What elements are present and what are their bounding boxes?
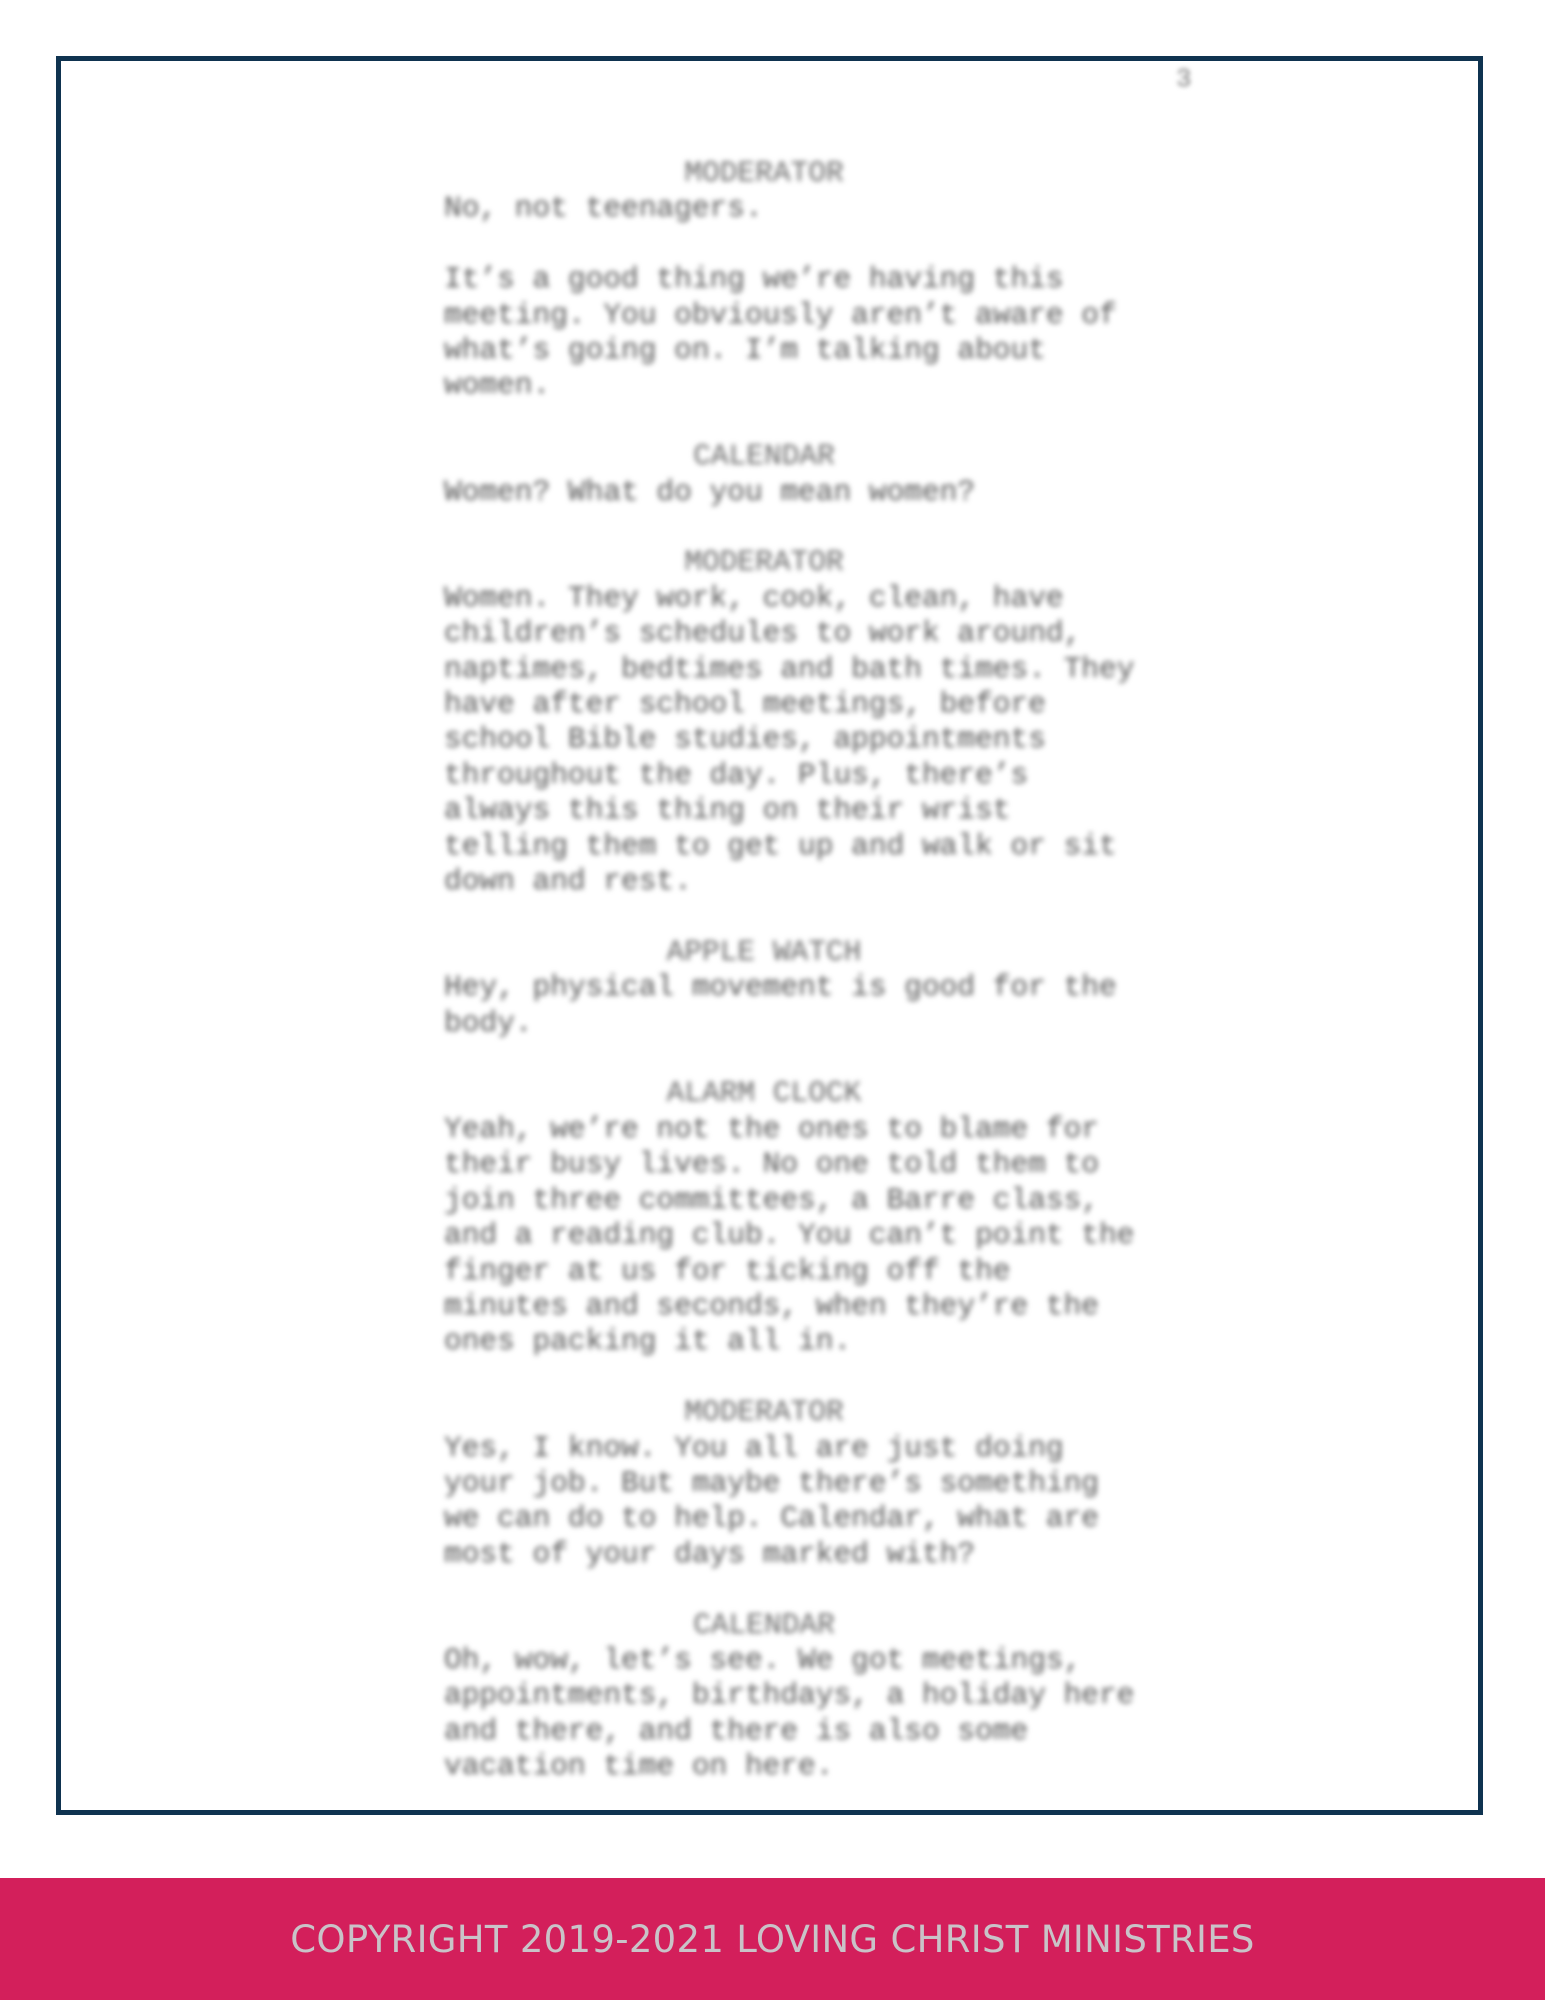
- dialogue-block: [444, 935, 1184, 1041]
- dialogue-block: [444, 1395, 1184, 1572]
- speaker-name: ALARM CLOCK: [666, 1076, 862, 1111]
- dialogue-line: vacation time on here.: [444, 1749, 834, 1784]
- dialogue-line: always this thing on their wrist: [444, 793, 1011, 828]
- dialogue-line: and a reading club. You can’t point the: [444, 1218, 1135, 1253]
- dialogue-line: have after school meetings, before: [444, 687, 1046, 722]
- speaker-name: APPLE WATCH: [666, 934, 862, 969]
- dialogue-line: It’s a good thing we’re having this: [444, 262, 1064, 297]
- dialogue-line: No, not teenagers.: [444, 191, 763, 226]
- copyright-footer: [0, 1878, 1545, 2000]
- dialogue-line: and there, and there is also some: [444, 1713, 1029, 1748]
- dialogue-block: [444, 439, 1184, 510]
- dialogue-line: Women? What do you mean women?: [444, 474, 976, 509]
- dialogue-line: Women. They work, cook, clean, have: [444, 580, 1064, 615]
- speaker-name: MODERATOR: [684, 1395, 844, 1430]
- dialogue-line: your job. But maybe there’s something: [444, 1465, 1100, 1500]
- dialogue-block: [444, 156, 1184, 404]
- dialogue-line: body.: [444, 1005, 533, 1040]
- dialogue-line: children’s schedules to work around,: [444, 616, 1082, 651]
- dialogue-line: Oh, wow, let’s see. We got meetings,: [444, 1642, 1082, 1677]
- speaker-name: CALENDAR: [693, 1607, 835, 1642]
- dialogue-block: [444, 1608, 1184, 1785]
- copyright-text: COPYRIGHT 2019-2021 LOVING CHRIST MINISTRIES: [290, 1917, 1255, 1961]
- dialogue-block: [444, 545, 1184, 899]
- dialogue-line: minutes and seconds, when they’re the: [444, 1288, 1100, 1323]
- dialogue-line: ones packing it all in.: [444, 1324, 852, 1359]
- dialogue-line: appointments, birthdays, a holiday here: [444, 1678, 1135, 1713]
- dialogue-line: naptimes, bedtimes and bath times. They: [444, 651, 1135, 686]
- speaker-name: MODERATOR: [684, 156, 844, 190]
- dialogue-block: [444, 1076, 1184, 1359]
- dialogue-line: join three committees, a Barre class,: [444, 1182, 1100, 1217]
- dialogue-line: women.: [444, 368, 551, 403]
- dialogue-line: Yeah, we’re not the ones to blame for: [444, 1111, 1100, 1146]
- speaker-name: CALENDAR: [693, 439, 835, 474]
- dialogue-line: Yes, I know. You all are just doing: [444, 1430, 1064, 1465]
- dialogue-line: throughout the day. Plus, there’s: [444, 757, 1029, 792]
- dialogue-line: we can do to help. Calendar, what are: [444, 1501, 1100, 1536]
- dialogue-line: meeting. You obviously aren’t aware of: [444, 297, 1117, 332]
- dialogue-line: down and rest.: [444, 864, 692, 899]
- dialogue-line: what’s going on. I’m talking about: [444, 333, 1046, 368]
- dialogue-line: telling them to get up and walk or sit: [444, 828, 1117, 863]
- dialogue-line: most of your days marked with?: [444, 1536, 976, 1571]
- dialogue-line: their busy lives. No one told them to: [444, 1147, 1100, 1182]
- speaker-name: MODERATOR: [684, 545, 844, 580]
- script-body: [444, 156, 1184, 1820]
- page-number: 3: [1176, 64, 1192, 94]
- dialogue-line: school Bible studies, appointments: [444, 722, 1046, 757]
- dialogue-line: Hey, physical movement is good for the: [444, 970, 1117, 1005]
- dialogue-line: finger at us for ticking off the: [444, 1253, 1011, 1288]
